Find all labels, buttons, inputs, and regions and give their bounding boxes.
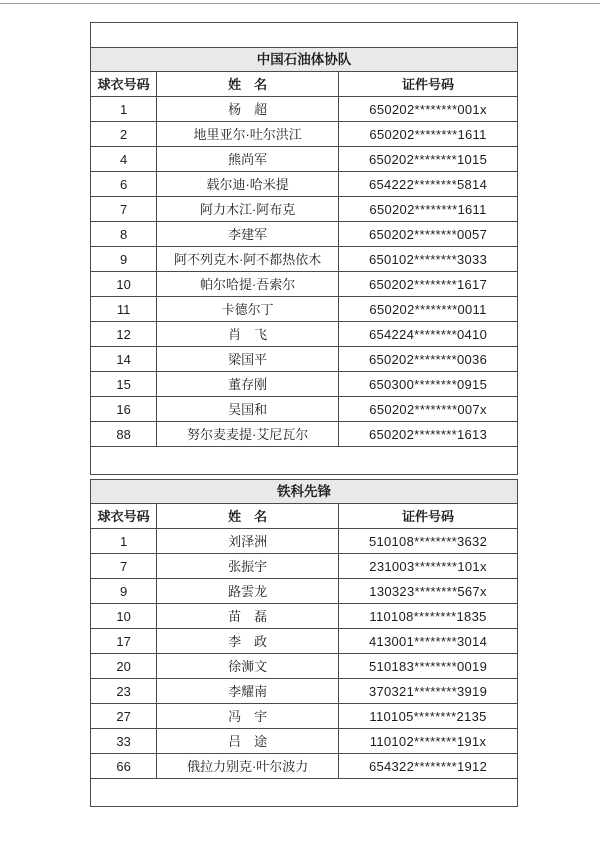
- jersey-number-cell: 16: [91, 397, 157, 422]
- column-header-id: 证件号码: [339, 72, 518, 97]
- jersey-number-cell: 1: [91, 529, 157, 554]
- id-number-cell: 110108********1835: [339, 604, 518, 629]
- player-row: [91, 222, 518, 247]
- player-name-cell: 载尔迪·哈米提: [157, 172, 339, 197]
- jersey-number-cell: 66: [91, 754, 157, 779]
- team-header-row: [91, 48, 518, 72]
- player-row: [91, 97, 518, 122]
- player-row: [91, 579, 518, 604]
- player-name-cell: 梁国平: [157, 347, 339, 372]
- jersey-number-cell: 7: [91, 197, 157, 222]
- id-number-cell: 650300********0915: [339, 372, 518, 397]
- id-number-cell: 650102********3033: [339, 247, 518, 272]
- player-name-cell: 阿不列克木·阿不都热依木: [157, 247, 339, 272]
- jersey-number-cell: 7: [91, 554, 157, 579]
- id-number-cell: 110105********2135: [339, 704, 518, 729]
- jersey-number-cell: 8: [91, 222, 157, 247]
- player-name-cell: 熊尚军: [157, 147, 339, 172]
- id-number-cell: 650202********1611: [339, 197, 518, 222]
- jersey-number-cell: 10: [91, 272, 157, 297]
- player-row: [91, 197, 518, 222]
- column-header-id: 证件号码: [339, 504, 518, 529]
- player-row: [91, 704, 518, 729]
- spacer-cell: [91, 779, 518, 807]
- id-number-cell: 510108********3632: [339, 529, 518, 554]
- player-name-cell: 地里亚尔·吐尔洪江: [157, 122, 339, 147]
- table-top-spacer-row: [91, 23, 518, 48]
- player-row: [91, 397, 518, 422]
- jersey-number-cell: 14: [91, 347, 157, 372]
- player-row: [91, 147, 518, 172]
- jersey-number-cell: 23: [91, 679, 157, 704]
- column-header-row: [91, 504, 518, 529]
- player-row: [91, 754, 518, 779]
- player-row: [91, 629, 518, 654]
- jersey-number-cell: 6: [91, 172, 157, 197]
- player-name-cell: 俄拉力别克·叶尔波力: [157, 754, 339, 779]
- column-header-jersey: 球衣号码: [91, 504, 157, 529]
- player-row: [91, 679, 518, 704]
- jersey-number-cell: 12: [91, 322, 157, 347]
- player-name-cell: 李耀南: [157, 679, 339, 704]
- player-row: [91, 729, 518, 754]
- id-number-cell: 650202********007x: [339, 397, 518, 422]
- id-number-cell: 650202********001x: [339, 97, 518, 122]
- spacer-cell: [91, 23, 518, 48]
- id-number-cell: 130323********567x: [339, 579, 518, 604]
- id-number-cell: 413001********3014: [339, 629, 518, 654]
- player-name-cell: 冯 宇: [157, 704, 339, 729]
- player-row: [91, 654, 518, 679]
- jersey-number-cell: 2: [91, 122, 157, 147]
- player-row: [91, 554, 518, 579]
- player-row: [91, 422, 518, 447]
- player-name-cell: 帕尔哈提·吾索尔: [157, 272, 339, 297]
- player-name-cell: 杨 超: [157, 97, 339, 122]
- player-row: [91, 297, 518, 322]
- jersey-number-cell: 17: [91, 629, 157, 654]
- player-name-cell: 阿力木江·阿布克: [157, 197, 339, 222]
- column-header-name: 姓 名: [157, 72, 339, 97]
- id-number-cell: 650202********1611: [339, 122, 518, 147]
- player-name-cell: 董存刚: [157, 372, 339, 397]
- player-row: [91, 322, 518, 347]
- id-number-cell: 370321********3919: [339, 679, 518, 704]
- player-name-cell: 苗 磊: [157, 604, 339, 629]
- player-row: [91, 604, 518, 629]
- jersey-number-cell: 27: [91, 704, 157, 729]
- column-header-name: 姓 名: [157, 504, 339, 529]
- id-number-cell: 654322********1912: [339, 754, 518, 779]
- player-name-cell: 徐浉文: [157, 654, 339, 679]
- player-name-cell: 李建军: [157, 222, 339, 247]
- id-number-cell: 650202********0036: [339, 347, 518, 372]
- player-row: [91, 172, 518, 197]
- team-header-row: [91, 480, 518, 504]
- id-number-cell: 231003********101x: [339, 554, 518, 579]
- player-row: [91, 272, 518, 297]
- team-name-header: 中国石油体协队: [91, 48, 518, 72]
- player-name-cell: 路雲龙: [157, 579, 339, 604]
- column-header-row: [91, 72, 518, 97]
- player-name-cell: 刘泽洲: [157, 529, 339, 554]
- player-row: [91, 372, 518, 397]
- spacer-cell: [91, 447, 518, 475]
- jersey-number-cell: 33: [91, 729, 157, 754]
- table-bottom-spacer-row: [91, 779, 518, 807]
- player-row: [91, 529, 518, 554]
- id-number-cell: 650202********0011: [339, 297, 518, 322]
- player-row: [91, 122, 518, 147]
- id-number-cell: 110102********191x: [339, 729, 518, 754]
- table-bottom-spacer-row: [91, 447, 518, 475]
- player-name-cell: 张振宇: [157, 554, 339, 579]
- id-number-cell: 650202********1617: [339, 272, 518, 297]
- id-number-cell: 654224********0410: [339, 322, 518, 347]
- id-number-cell: 650202********1015: [339, 147, 518, 172]
- id-number-cell: 650202********0057: [339, 222, 518, 247]
- id-number-cell: 510183********0019: [339, 654, 518, 679]
- team-roster-table: [90, 22, 518, 475]
- team-roster-table: [90, 479, 518, 807]
- jersey-number-cell: 20: [91, 654, 157, 679]
- jersey-number-cell: 11: [91, 297, 157, 322]
- team-name-header: 铁科先锋: [91, 480, 518, 504]
- jersey-number-cell: 10: [91, 604, 157, 629]
- column-header-jersey: 球衣号码: [91, 72, 157, 97]
- jersey-number-cell: 9: [91, 247, 157, 272]
- rosters-container: [90, 22, 518, 811]
- player-name-cell: 卡德尔丁: [157, 297, 339, 322]
- jersey-number-cell: 1: [91, 97, 157, 122]
- id-number-cell: 650202********1613: [339, 422, 518, 447]
- jersey-number-cell: 9: [91, 579, 157, 604]
- player-name-cell: 努尔麦麦提·艾尼瓦尔: [157, 422, 339, 447]
- player-name-cell: 吴国和: [157, 397, 339, 422]
- player-row: [91, 247, 518, 272]
- page-top-divider: [0, 3, 600, 4]
- player-name-cell: 肖 飞: [157, 322, 339, 347]
- player-name-cell: 李 政: [157, 629, 339, 654]
- player-row: [91, 347, 518, 372]
- id-number-cell: 654222********5814: [339, 172, 518, 197]
- player-name-cell: 吕 途: [157, 729, 339, 754]
- jersey-number-cell: 88: [91, 422, 157, 447]
- jersey-number-cell: 4: [91, 147, 157, 172]
- jersey-number-cell: 15: [91, 372, 157, 397]
